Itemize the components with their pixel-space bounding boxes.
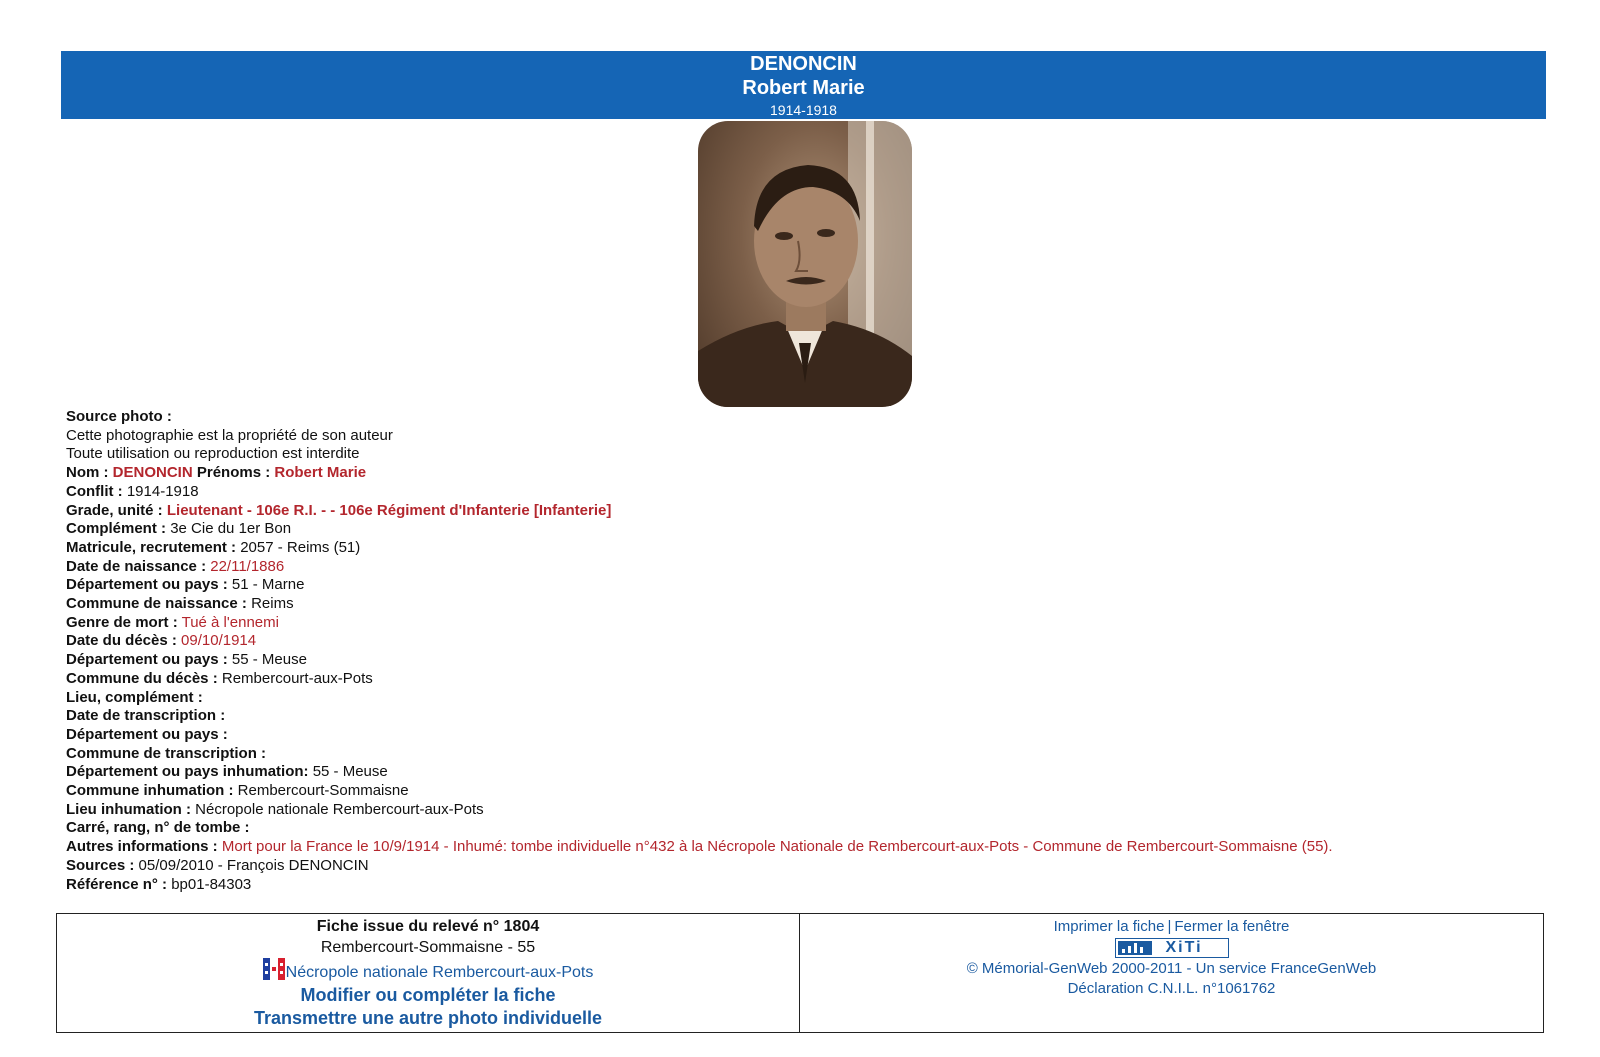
- value: bp01-84303: [171, 875, 252, 893]
- row-lieu-inhumation: [66, 801, 1546, 820]
- row-departement-inhumation: [66, 763, 1546, 782]
- value: 05/09/2010 - François DENONCIN: [138, 856, 369, 874]
- label: Commune inhumation :: [66, 782, 234, 800]
- value: 22/11/1886: [210, 557, 285, 575]
- row-photo-notice-1: [66, 427, 1546, 446]
- value: Lieutenant - 106e R.I. - - 106e Régiment d'Infanterie [Infanterie]: [166, 501, 612, 519]
- value: Rembercourt-Sommaisne: [237, 782, 409, 800]
- value: 1914-1918: [126, 482, 199, 500]
- label: Référence n° :: [66, 875, 168, 893]
- header-banner: [61, 51, 1546, 119]
- portrait-photo: [698, 121, 912, 407]
- value: Nécropole nationale Rembercourt-aux-Pots: [195, 800, 484, 818]
- label: Département ou pays inhumation:: [66, 763, 309, 781]
- row-date-naissance: [66, 558, 1546, 577]
- record-details: [66, 408, 1546, 894]
- row-nom-prenoms: [66, 464, 1546, 483]
- xiti-label: XiTi: [1165, 939, 1203, 956]
- value: Tué à l'ennemi: [181, 613, 279, 631]
- row-matricule: [66, 539, 1546, 558]
- value: 51 - Marne: [231, 576, 305, 594]
- label: Lieu, complément :: [66, 688, 203, 706]
- label: Département ou pays :: [66, 725, 228, 743]
- row-autres-informations: [66, 838, 1546, 857]
- value: 09/10/1914: [181, 632, 257, 650]
- label: Commune du décès :: [66, 669, 218, 687]
- xiti-logo-icon: [1115, 938, 1229, 958]
- window-actions: [800, 917, 1543, 937]
- nom-value: DENONCIN: [112, 464, 193, 482]
- cnil-declaration: Déclaration C.N.I.L. n°1061762: [1067, 980, 1276, 997]
- prenoms-label: Prénoms :: [196, 464, 271, 482]
- value: 55 - Meuse: [231, 651, 307, 669]
- label: Conflit :: [66, 482, 123, 500]
- label: Date de transcription :: [66, 707, 226, 725]
- row-departement-deces: [66, 651, 1546, 670]
- portrait-illustration: [698, 121, 912, 407]
- row-date-transcription: [66, 707, 1546, 726]
- conflict-period: 1914-1918: [770, 102, 837, 118]
- nom-label: Nom :: [66, 464, 109, 482]
- label: Département ou pays :: [66, 576, 228, 594]
- row-source-photo: [66, 408, 1546, 427]
- label: Genre de mort :: [66, 613, 178, 631]
- row-commune-transcription: [66, 745, 1546, 764]
- french-flag-icon: [263, 958, 285, 980]
- prenoms-value: Robert Marie: [274, 464, 367, 482]
- footer-left: [57, 914, 800, 1032]
- notice-text: Toute utilisation ou reproduction est interdite: [66, 445, 360, 463]
- footer-right: [800, 914, 1543, 1032]
- value: 3e Cie du 1er Bon: [170, 520, 292, 538]
- row-date-deces: [66, 632, 1546, 651]
- row-sources: [66, 857, 1546, 876]
- row-lieu-complement: [66, 689, 1546, 708]
- print-link[interactable]: Imprimer la fiche: [1053, 918, 1165, 935]
- row-grade-unite: [66, 502, 1546, 521]
- row-photo-notice-2: [66, 445, 1546, 464]
- footer-box: [56, 913, 1544, 1033]
- value: Rembercourt-aux-Pots: [221, 669, 373, 687]
- row-carre-rang-tombe: [66, 819, 1546, 838]
- row-departement-transcription: [66, 726, 1546, 745]
- necropole-link-label: Nécropole nationale Rembercourt-aux-Pots: [285, 964, 594, 981]
- xiti-badge[interactable]: [800, 937, 1543, 959]
- label: Sources :: [66, 856, 135, 874]
- necropole-link[interactable]: [57, 958, 799, 984]
- row-genre-mort: [66, 614, 1546, 633]
- row-commune-inhumation: [66, 782, 1546, 801]
- label: Matricule, recrutement :: [66, 538, 237, 556]
- label: Date de naissance :: [66, 557, 207, 575]
- label: Commune de naissance :: [66, 595, 247, 613]
- label: Source photo :: [66, 408, 172, 425]
- row-conflit: [66, 483, 1546, 502]
- label: Complément :: [66, 520, 167, 538]
- label: Lieu inhumation :: [66, 800, 191, 818]
- releve-title: Fiche issue du relevé n° 1804: [316, 918, 540, 935]
- firstnames-title: Robert Marie: [742, 77, 865, 99]
- link-separator: |: [1167, 918, 1172, 935]
- label: Département ou pays :: [66, 651, 228, 669]
- row-commune-deces: [66, 670, 1546, 689]
- row-complement: [66, 520, 1546, 539]
- value: 2057 - Reims (51): [240, 538, 361, 556]
- label: Grade, unité :: [66, 501, 163, 519]
- value: 55 - Meuse: [312, 763, 388, 781]
- label: Carré, rang, n° de tombe :: [66, 819, 250, 837]
- row-departement-naissance: [66, 576, 1546, 595]
- notice-text: Cette photographie est la propriété de son auteur: [66, 426, 393, 444]
- value: Reims: [251, 595, 294, 613]
- label: Commune de transcription :: [66, 744, 267, 762]
- row-reference: [66, 876, 1546, 895]
- send-photo-link[interactable]: Transmettre une autre photo individuelle: [253, 1008, 603, 1028]
- surname-title: DENONCIN: [750, 53, 857, 75]
- modify-record-link[interactable]: Modifier ou compléter la fiche: [300, 985, 556, 1005]
- copyright-text: © Mémorial-GenWeb 2000-2011 - Un service FranceGenWeb: [966, 960, 1377, 977]
- row-commune-naissance: [66, 595, 1546, 614]
- label: Autres informations :: [66, 838, 218, 856]
- value: Mort pour la France le 10/9/1914 - Inhumé: tombe individuelle n°432 à la Nécropole Nationale de Rembercourt-aux-Pots - Commune de Rembercourt-Sommaisne (55).: [221, 838, 1333, 856]
- releve-place: Rembercourt-Sommaisne - 55: [320, 939, 536, 956]
- label: Date du décès :: [66, 632, 177, 650]
- bar-chart-icon: [1118, 941, 1152, 955]
- close-window-link[interactable]: Fermer la fenêtre: [1174, 918, 1290, 935]
